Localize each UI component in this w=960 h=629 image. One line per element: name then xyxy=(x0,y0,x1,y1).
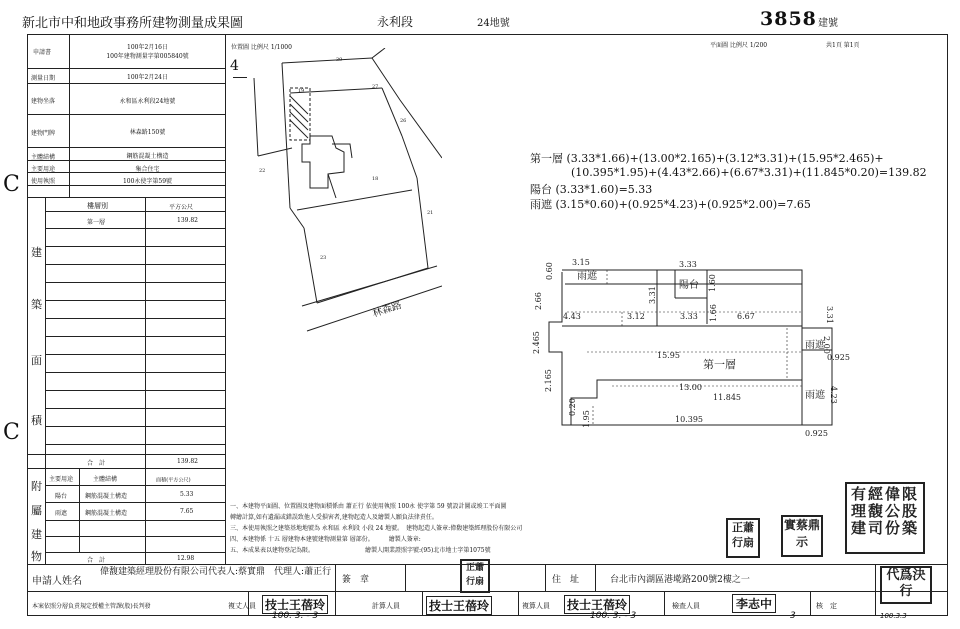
row-value-license: 100永使字第59號 xyxy=(122,178,173,185)
dim-1-60: 1.60 xyxy=(708,274,717,292)
annex-col-area: 面積(平方公尺) xyxy=(156,477,191,484)
left-table-border xyxy=(225,34,226,564)
name-stamp-2: 技士王蓓玲 xyxy=(426,596,492,615)
site-plan-label: 位置圖 比例尺 1/1000 xyxy=(231,44,292,51)
row-label-location: 建物坐落 xyxy=(31,98,56,105)
dim-0-20: 0.20 xyxy=(568,398,577,416)
annex-row1-struct: 鋼筋混凝土構造 xyxy=(85,493,128,500)
formula-first-floor: 第一層 (3.33*1.66)+(13.00*2.165)+(3.12*3.31)+(15.95*2.465)+ xyxy=(530,152,884,165)
dim-2-165: 2.165 xyxy=(544,369,553,392)
dim-11-845: 11.845 xyxy=(713,393,741,402)
annex-col-struct: 主體結構 xyxy=(93,476,118,483)
annex-side-char-2: 屬 xyxy=(31,504,42,517)
room-balcony: 陽台 xyxy=(679,280,699,291)
dim-3-31-right: 3.31 xyxy=(825,306,834,324)
drafter-seal: 正蕭行扇 xyxy=(726,518,760,558)
sign-seal: 正蕭行扇 xyxy=(460,559,490,593)
calc-label: 計算人員 xyxy=(372,602,400,610)
dim-3-33-mid: 3.33 xyxy=(680,312,698,321)
dim-2-00: 2.00 xyxy=(822,336,831,354)
stamp-date-4: 100.3.3 xyxy=(880,612,907,620)
lot-no-26: 26 xyxy=(400,118,407,124)
formula-first-floor-cont: (10.395*1.95)+(4.43*2.66)+(6.67*3.31)+(11.845*0.20)=139.82 xyxy=(571,166,927,179)
side-char-1: 建 xyxy=(31,246,42,259)
annex-row1-use: 陽台 xyxy=(55,493,68,500)
formula-balcony: 陽台 (3.33*1.60)=5.33 xyxy=(530,183,653,196)
note-5: 五、本成果表以建物登記為限。 繪製人開業證照字號:(95)北市地士字第1075號 xyxy=(230,547,491,554)
page-count: 共1頁 第1頁 xyxy=(826,42,860,49)
applicant-value: 偉馥建築經理股份有限公司代表人:蔡實鼎 代理人:蕭正行 xyxy=(100,567,332,577)
annex-col-use: 主要用途 xyxy=(49,476,74,483)
row-label-address: 建物門牌 xyxy=(31,130,56,137)
floor-entry-name: 第一層 xyxy=(87,219,106,226)
name-stamp-3: 技士王蓓玲 xyxy=(564,595,630,614)
dim-0-925-bottom: 0.925 xyxy=(805,429,828,438)
dim-0-60: 0.60 xyxy=(545,262,554,280)
lot-no-39: 39 xyxy=(336,57,343,63)
note-3: 三、本使用執照之建築基地地號為 永和區 永利段 小段 24 地號。 建物起造人簽章:偉馥建築經理股份有限公司 xyxy=(230,525,523,532)
note-4: 四、本建物係 十五 層建物本建號建物測量第 層部份。 繪製人簽章: xyxy=(230,536,421,543)
dim-15-95: 15.95 xyxy=(657,351,680,360)
floor-plan-label: 平面圖 比例尺 1/200 xyxy=(710,42,768,49)
floor-plan-drawing xyxy=(527,250,857,450)
binder-hole-top-icon: C xyxy=(3,172,20,197)
applicant-label: 申請人姓名 xyxy=(32,576,82,587)
lot-no-21: 21 xyxy=(427,210,434,216)
authorized-seal: 代爲決行 xyxy=(880,566,932,604)
authorization-notice: 本案依照分層負責規定授權主管課(股)長判發 xyxy=(32,603,151,610)
company-seal: 有經偉限理馥公股建司份築 xyxy=(845,482,925,554)
dim-3-15: 3.15 xyxy=(572,258,590,267)
room-first-floor: 第一層 xyxy=(703,358,736,371)
row-value-structure: 鋼筋混凝土構造 xyxy=(126,153,169,160)
review-label: 複算人員 xyxy=(522,602,550,610)
annex-row2-use: 雨遮 xyxy=(55,510,68,517)
side-char-2: 築 xyxy=(31,298,42,311)
dim-3-12: 3.12 xyxy=(627,312,645,321)
room-rain-2: 雨遮 xyxy=(805,340,825,351)
sign-label: 簽 章 xyxy=(342,575,370,585)
lot-no-19: 19 xyxy=(298,88,305,94)
binder-hole-bottom-icon: C xyxy=(3,420,20,445)
side-char-3: 面 xyxy=(31,354,42,367)
row-value-location: 永和區永利段24地號 xyxy=(119,98,176,105)
row-label-usage: 主要用途 xyxy=(31,166,56,173)
address-value: 台北市內湖區港墘路200號2樓之一 xyxy=(610,575,750,585)
lot-no-27: 27 xyxy=(372,84,379,90)
stamp-date-1: 100. 3. - 3 xyxy=(272,611,319,621)
info-table xyxy=(27,34,225,564)
lot-no-23: 23 xyxy=(320,255,327,261)
dim-13-00: 13.00 xyxy=(679,383,702,392)
annex-side-char-1: 附 xyxy=(31,480,42,493)
row-value-address: 林森路150號 xyxy=(129,129,166,136)
dim-2-465: 2.465 xyxy=(532,331,541,354)
stamp-date-3: 3 xyxy=(790,611,796,621)
annex-total-label: 合 計 xyxy=(87,557,106,564)
dim-2-66: 2.66 xyxy=(534,292,543,310)
dim-6-67: 6.67 xyxy=(737,312,755,321)
section-name: 永利段 xyxy=(377,15,414,29)
room-rain-1: 雨遮 xyxy=(577,271,597,282)
building-suffix: 建號 xyxy=(818,18,838,29)
stamp-date-2: 100. 3. - 3 xyxy=(590,611,637,621)
north-arrow-icon: 4 xyxy=(230,58,239,74)
dim-3-31-left: 3.31 xyxy=(648,286,657,304)
verify-label: 核 定 xyxy=(816,602,837,610)
col-floor-header: 樓層別 xyxy=(87,202,108,210)
note-1: 一、本建物平面圖、位置圖及建物面積係由 蕭正行 依使用執照 100永 使字第 59 號設計圖或竣工平面圖 xyxy=(230,503,507,510)
row-label-application: 申請書 xyxy=(33,49,52,56)
floor-total-label: 合 計 xyxy=(87,460,106,467)
row-value-usage: 集合住宅 xyxy=(135,166,160,173)
draw-label: 複丈人員 xyxy=(228,602,256,610)
note-2: 轉繪計算,如有遺漏或錯誤致他人受損害者,建物起造人及繪製人願負法律責任。 xyxy=(230,514,438,521)
dim-4-23: 4.23 xyxy=(829,386,838,404)
row-label-survey-date: 測量日期 xyxy=(31,75,56,82)
row-label-structure: 主體結構 xyxy=(31,154,56,161)
annex-row2-area: 7.65 xyxy=(180,508,194,515)
annex-side-char-3: 建 xyxy=(31,528,42,541)
page-title: 新北市中和地政事務所建物測量成果圖 xyxy=(22,16,244,31)
site-plan-drawing xyxy=(232,48,442,338)
building-number: 3858 xyxy=(760,8,817,30)
row-label-license: 使用執照 xyxy=(31,178,56,185)
dim-3-33-top: 3.33 xyxy=(679,260,697,269)
col-area-header: 平方公尺 xyxy=(169,204,194,211)
side-char-4: 積 xyxy=(31,414,42,427)
dim-1-66: 1.66 xyxy=(709,304,718,322)
room-rain-3: 雨遮 xyxy=(805,390,825,401)
annex-row1-area: 5.33 xyxy=(180,491,194,498)
annex-row2-struct: 鋼筋混凝土構造 xyxy=(85,510,128,517)
name-stamp-4: 李志中 xyxy=(732,594,776,613)
road-label: 林森路 xyxy=(371,300,404,320)
lot-no-22: 22 xyxy=(259,168,266,174)
dim-10-395: 10.395 xyxy=(675,415,703,424)
check-label: 檢查人員 xyxy=(672,602,700,610)
representative-seal: 實蔡鼎示 xyxy=(781,515,823,557)
annex-side-char-4: 物 xyxy=(31,550,42,563)
dim-4-43: 4.43 xyxy=(563,312,581,321)
dim-1-95: 1.95 xyxy=(582,410,591,428)
address-label: 住 址 xyxy=(552,575,580,585)
row-value-survey-date: 100年2月24日 xyxy=(127,74,168,81)
dim-0-925-top: 0.925 xyxy=(827,353,850,362)
formula-awning: 雨遮 (3.15*0.60)+(0.925*4.23)+(0.925*2.00)=7.65 xyxy=(530,198,811,211)
name-stamp-1: 技士王蓓玲 xyxy=(262,595,328,614)
floor-entry-area: 139.82 xyxy=(177,217,198,224)
row-value-application: 100年2月16日 100年建物測量字第005840號 xyxy=(106,44,189,60)
lot-no-18: 18 xyxy=(372,176,379,182)
floor-total-value: 139.82 xyxy=(177,458,198,465)
annex-total-value: 12.98 xyxy=(177,555,195,562)
lot-number: 24地號 xyxy=(477,18,510,29)
